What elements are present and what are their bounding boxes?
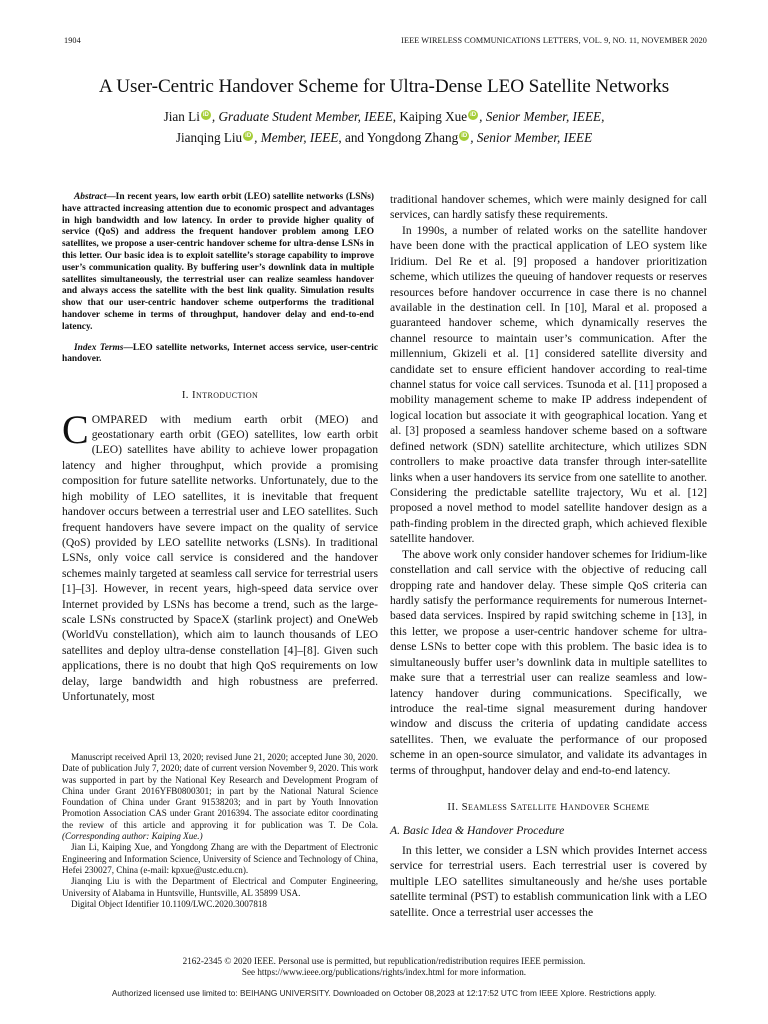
left-column [62,192,378,705]
abstract [62,192,378,334]
page-number: 1904 [64,36,81,45]
author-name: Jianqing Liu [175,130,243,145]
abstract-label: Abstract [74,192,107,202]
paper-title: A User-Centric Handover Scheme for Ultra-Dense LEO Satellite Networks [98,76,670,97]
orcid-icon[interactable]: iD [470,112,477,118]
subsection-heading: A. Basic Idea & Handover Procedure [390,824,565,838]
section-heading: II. Seamless Satellite Handover Scheme [447,801,650,814]
copyright-notice: 2162-2345 © 2020 IEEE. Personal use is permitted, but republication/redistribution requires IEEE permission. See https://www.ieee.org/publications/rights/index.html for more information. [182,956,586,978]
author-list [0,106,768,148]
orcid-icon[interactable]: iD [202,112,209,118]
body-paragraph: The above work only consider handover schemes for Iridium-like constellation and call service with the objective of reducing call dropping rate and handover delay. These simple QoS criteria can hardly satisfy the performance requirements for numerous Internet-based data services. Inspired by rapid switching scheme in [13], in this letter, we propose a user-centric handover scheme for ultra-dense LSNs to better cope with this problem. The basic idea is to simultaneously buffer user’s downlink data in multiple satellites to make sure that a terrestrial user can realize seamless and low-latency handover during communications. Specifically, we introduce the real-time signal measurement during handover window and discuss the criteria of updating candidate access satellites. Then, we evaluate the performance of our proposed scheme in an open-source simulator, and validate its advantages in terms of throughput, handover delay and end-to-end latency. [390,547,707,777]
footnote-block [62,752,378,910]
author-name: , Kaiping Xue [392,109,468,124]
drop-cap: C [62,406,89,452]
license-banner: Authorized licensed use limited to: BEIHANG UNIVERSITY. Downloaded on October 08,2023 at 12:17:52 UTC from IEEE Xplore. Restrictions apply. [111,988,657,998]
footnote-affiliation: Jian Li, Kaiping Xue, and Yongdong Zhang are with the Department of Electronic Engineering and Information Science, University of Science and Technology of China, Hefei 230027, China (e-mail: kpxue@ustc.edu.cn). [62,842,378,875]
index-terms-label: Index Terms [74,342,124,353]
section-heading: I. Introduction [181,389,259,402]
lead-word: OMPARED [91,412,148,426]
body-paragraph: In this letter, we consider a LSN which provides Internet access service for terrestrial users. Each terrestrial user is covered by multiple LEO satellites simultaneously and he/she uses portable satellite terminal (PST) to establish communication link with a LEO satellite. Once a terrestrial user accesses the [390,843,707,919]
author-role: , Senior Member, IEEE [470,130,593,145]
footnote-affiliation: Jianqing Liu is with the Department of Electrical and Computer Engineering, University of Alabama in Huntsville, Huntsville, AL 35899 USA. [62,876,378,898]
author-role: , Member, IEEE [254,130,339,145]
index-terms [62,343,378,367]
orcid-icon[interactable]: iD [245,133,252,139]
body-paragraph: traditional handover schemes, which were mainly designed for call services, can hardly satisfy these requirements. [390,193,707,222]
body-paragraph: In 1990s, a number of related works on the satellite handover have been done with the practical application of LEO system like Iridium. Del Re et al. [9] proposed a handover prioritization scheme, which utilizes the queuing of handover requests or reserves resources before handover occurrence in case there is no channel available in the destination cell. In [10], Maral et al. proposed a guaranteed handover scheme, which dynamically reserves the channel resource to maintain user’s communication. After the millennium, Gkizeli et al. [1] considered satellite diversity and candidate set to ensure efficient handover according to real-time channel status for voice call services. Tsunoda et al. [11] proposed a mobility management scheme to make IP address independent of logical location but associate it with geographical location. Yang et al. [3] proposed a seamless handover scheme based on a software defined network (SDN) satellite architecture, which utilizes SDN controllers to make proactive data transfer through inter-satellite links when a user handovers its service from one satellite to another. Considering the predictable satellite trajectory, Wu et al. [12] proposed a novel method to model satellite handover design as a path-finding problem in the directed graph, which achieved flexible satellite handover. [390,223,707,546]
journal-name: IEEE WIRELESS COMMUNICATIONS LETTERS, VOL. 9, NO. 11, NOVEMBER 2020 [401,36,707,45]
abstract-text: —In recent years, low earth orbit (LEO) satellite networks (LSNs) have attracted increasing attention due to economic prospect and advantages in high bandwidth and low latency. In order to provide higher quality of service (QoS) and address the frequent handover problem among LEO satellites, we propose a user-centric handover scheme for ultra-dense LSNs in this letter. Our basic idea is to exploit satellite’s storage capability to improve user’s communication quality. By buffering user’s downlink data in multiple satellites simultaneously, the terrestrial user can realize seamless handover and always access the satellite with the best link quality. Simulation results show that our user-centric handover scheme outperforms the traditional handover scheme in terms of throughput, handover delay and end-to-end latency. [62,192,374,332]
orcid-icon[interactable]: iD [461,133,468,139]
footnote-doi: Digital Object Identifier 10.1109/LWC.2020.3007818 [71,898,267,909]
right-column [390,192,707,920]
author-role: , Senior Member, IEEE, [479,109,605,124]
author-role: , Graduate Student Member, IEEE [211,109,393,124]
author-line-2 [0,127,768,148]
intro-paragraph: COMPARED with medium earth orbit (MEO) and geostationary earth orbit (GEO) satellites, low earth orbit (LEO) satellites have ability to achieve lower propagation latency and higher throughput, which provide a promising composition for future satellite networks. Unfortunately, due to the high mobility of LEO satellites, it is inevitable that frequent handover occurs between a terrestrial user and LEO satellites. Such frequent handovers have severe impact on the quality of service (QoS) provided by LEO satellite networks (LSNs). In traditional LSNs, only voice call service is considered and the handover schemes mainly targeted at seamless call service for terrestrial users [1]–[3]. However, in recent years, high-speed data service over Internet provided by LSNs has become a trend, such as the large-scale LSNs constructed by SpaceX (starlink project) and OneWeb (WorldVu constellation), which aim to launch thousands of LEO satellites and deploy ultra-dense constellation [4]–[8]. Given such applications, there is no doubt that high QoS requirements on low delay, large bandwidth and high robustness are preferred. Unfortunately, most [62,406,378,704]
author-name: , and Yongdong Zhang [338,130,459,145]
footnote-manuscript: Manuscript received April 13, 2020; revised June 21, 2020; accepted June 30, 2020. Date of publication July 7, 2020; date of current version November 9, 2020. This work was supported in part by the National Key Research and Development Program of China under Grant 2016YFB0800301; in part by the National Natural Science Foundation of China under Grant 91538203; and in part by Youth Innovation Promotion Association CAS under Grant 2016394. The associate editor coordinating the review of this article and approving it for publication was T. De Cola. (Corresponding author: Kaiping Xue.) [62,752,378,842]
author-name: Jian Li [163,109,200,124]
index-terms-text: —LEO satellite networks, Internet access service, user-centric handover. [62,342,378,365]
author-line-1 [0,106,768,127]
